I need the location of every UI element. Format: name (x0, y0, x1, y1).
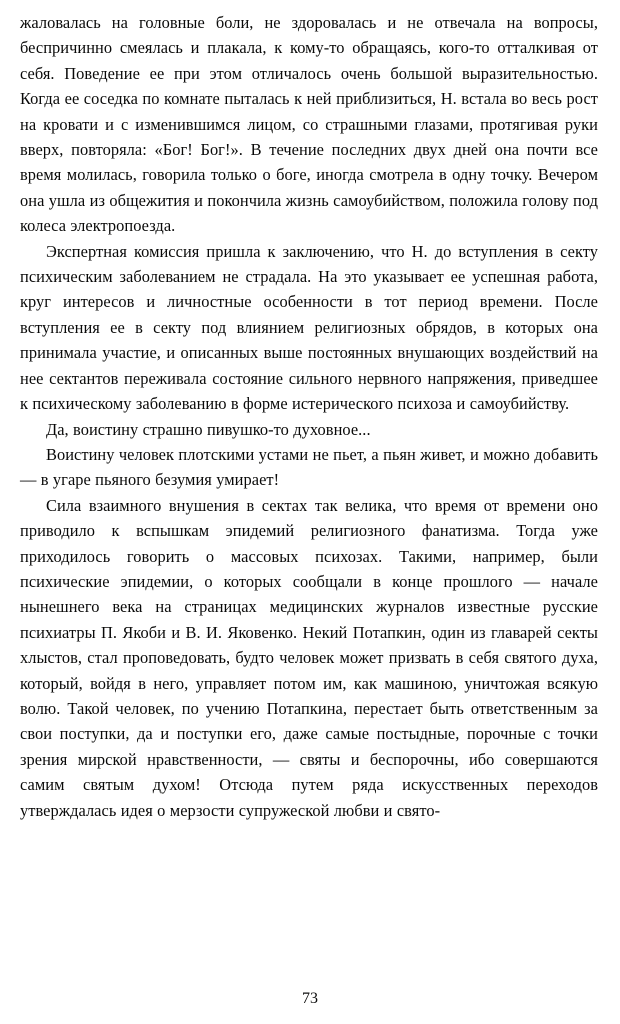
paragraph-3: Да, воистину страшно пивушко-то духовное... (46, 419, 371, 439)
paragraph-5: Сила взаимного внушения в сектах так велика, что время от времени оно приводило к вспышкам эпидемий религиозного фанатизма. Тогда уже приходилось говорить о массовых психозах. Такими, например, были психические эпидемии, о которых сообщали в конце прошлого — начале нынешнего века на страницах медицинских журналов известные русские психиатры П. Якоби и В. И. Яковенко. Некий Потапкин, один из главарей секты хлыстов, стал проповедовать, будто человек может призвать в себя святого духа, который, войдя в него, управляет потом им, как машиною, уничтожая всякую волю. Такой человек, по учению Потапкина, перестает быть ответственным за свои поступки, да и поступки его, даже самые постыдные, порочные с точки зрения мирской нравственности, — святы и беспорочны, ибо совершаются самим святым духом! Отсюда путем ряда искусственных переходов утверждалась идея о мерзости супружеской любви и свято- (20, 495, 598, 820)
paragraph-1: жаловалась на головные боли, не здоровалась и не отвечала на вопросы, беспричинно смеялась и плакала, к кому-то обращаясь, кого-то отталкивая от себя. Поведение ее при этом отличалось очень большой выразительностью. Когда ее соседка по комнате пыталась к ней приблизиться, Н. встала во весь рост на кровати и с изменившимся лицом, со страшными глазами, протягивая руки вверх, повторяла: «Бог! Бог!». В течение последних двух дней она почти все время молилась, говорила только о боге, иногда смотрела в одну точку. Вечером она ушла из общежития и покончила жизнь самоубийством, положила голову под колеса электропоезда. (20, 13, 598, 236)
paragraph-4: Воистину человек плотскими устами не пьет, а пьян живет, и можно добавить — в угаре пьяного безумия умирает! (20, 444, 598, 490)
paragraph-2: Экспертная комиссия пришла к заключению, что Н. до вступления в секту психическим заболеванием не страдала. На это указывает ее успешная работа, круг интересов и личностные особенности в тот период времени. После вступления ее в секту под влиянием религиозных обрядов, в которых она принимала участие, и описанных выше постоянных внушающих воздействий на нее сектантов переживала состояние сильного нервного напряжения, приведшее к психическому заболеванию в форме истерического психоза и самоубийству. (20, 241, 598, 414)
page-body (20, 10, 598, 823)
page-number: 73 (302, 990, 318, 1007)
